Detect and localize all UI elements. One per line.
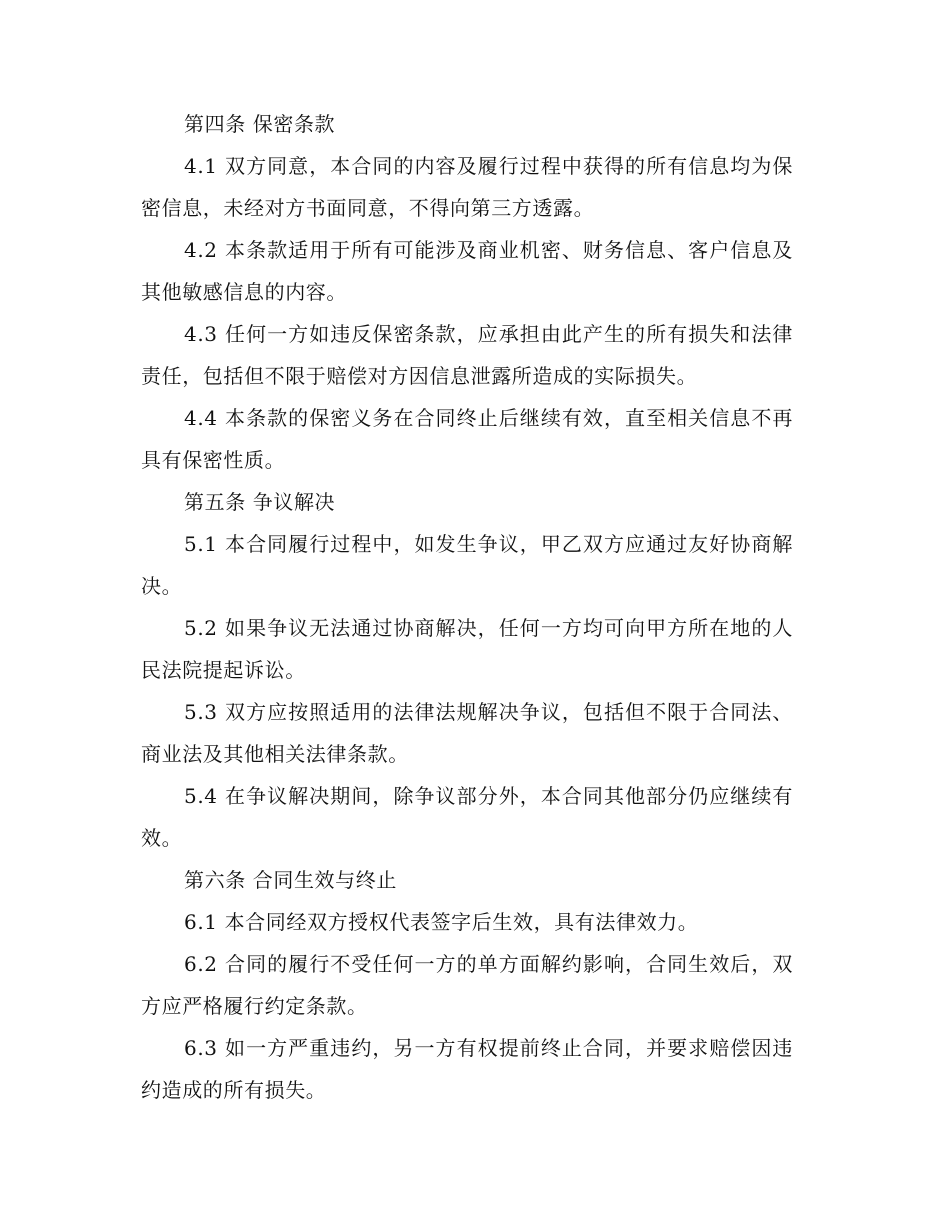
clause-5-2: 5.2 如果争议无法通过协商解决，任何一方均可向甲方所在地的人民法院提起诉讼。	[141, 616, 793, 682]
clause-4-3: 4.3 任何一方如违反保密条款，应承担由此产生的所有损失和法律责任，包括但不限于赔偿对方因信息泄露所造成的实际损失。	[141, 322, 793, 388]
section-heading-4: 第四条 保密条款	[184, 112, 336, 136]
section-heading-5: 第五条 争议解决	[184, 490, 336, 514]
clause-4-1: 4.1 双方同意，本合同的内容及履行过程中获得的所有信息均为保密信息，未经对方书面同意，不得向第三方透露。	[141, 154, 793, 220]
clause-5-1: 5.1 本合同履行过程中，如发生争议，甲乙双方应通过友好协商解决。	[141, 532, 793, 598]
clause-4-4: 4.4 本条款的保密义务在合同终止后继续有效，直至相关信息不再具有保密性质。	[141, 406, 793, 472]
document-body	[141, 103, 793, 1111]
clause-5-3: 5.3 双方应按照适用的法律法规解决争议，包括但不限于合同法、商业法及其他相关法律条款。	[141, 700, 793, 766]
clause-6-3: 6.3 如一方严重违约，另一方有权提前终止合同，并要求赔偿因违约造成的所有损失。	[141, 1036, 793, 1102]
clause-6-2: 6.2 合同的履行不受任何一方的单方面解约影响，合同生效后，双方应严格履行约定条款。	[141, 952, 793, 1018]
section-heading-6: 第六条 合同生效与终止	[184, 868, 397, 892]
clause-6-1: 6.1 本合同经双方授权代表签字后生效，具有法律效力。	[184, 910, 699, 934]
clause-5-4: 5.4 在争议解决期间，除争议部分外，本合同其他部分仍应继续有效。	[141, 784, 793, 850]
clause-4-2: 4.2 本条款适用于所有可能涉及商业机密、财务信息、客户信息及其他敏感信息的内容。	[141, 238, 793, 304]
